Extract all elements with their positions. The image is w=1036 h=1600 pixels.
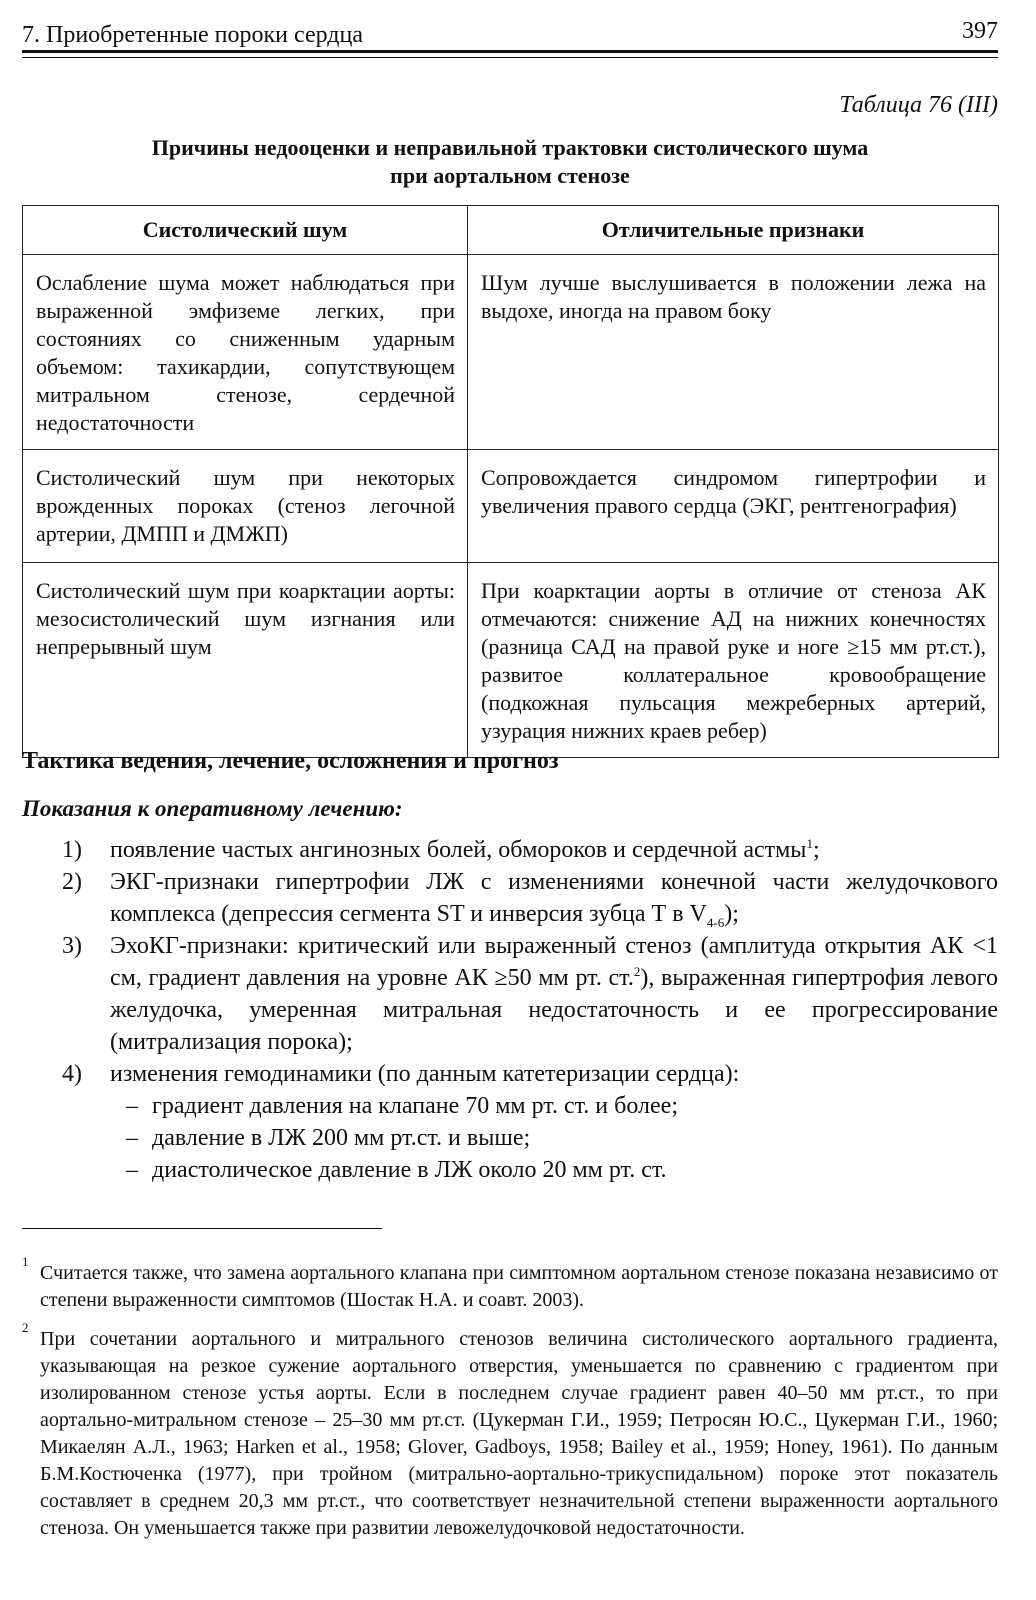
sub-list-item [22,1154,998,1186]
table-title-line2: при аортальном стенозе [390,163,630,188]
list-text-tail: ); [724,901,739,927]
footnote-text: Считается также, что замена аортального клапана при симптомном аортальном стенозе показана независимо от степени выраженности симптомов (Шостак Н.А. и соавт. 2003). [40,1262,998,1311]
list-text: изменения гемодинамики (по данным катетеризации сердца): [110,1061,740,1087]
table-row [23,563,999,758]
page-number: 397 [962,18,998,44]
dash-marker: – [126,1093,138,1119]
dash-marker: – [126,1125,138,1151]
dash-marker: – [126,1157,138,1183]
table-cell: Сопровождается синдромом гипертрофии и увеличения правого сердца (ЭКГ, рентгенография) [468,450,999,563]
chapter-title: 7. Приобретенные пороки сердца [22,22,363,48]
list-number: 2) [62,869,82,895]
list-text-tail: ), выраженная гипертрофия левого желудочка, умеренная митральная недостаточность и ее прогрессирование (митрализация порока); [110,965,998,1055]
column-header-murmur: Систолический шум [23,206,468,255]
footnote-ref: 2 [633,964,641,979]
footnote-1 [22,1254,998,1314]
footnote-mark: 2 [22,1320,29,1335]
table-cell: При коарктации аорты в отличие от стеноза АК отмечаются: снижение АД на нижних конечностях (разница САД на правой руке и ноге ≥15 мм рт.ст.), развитое коллатеральное кровообращение (подкожная пульсация межреберных артерий, узурация нижних краев ребер) [468,563,999,758]
murmur-table [22,205,999,758]
list-item [22,1058,998,1090]
sub-list-item [22,1122,998,1154]
table-label: Таблица 76 (III) [839,92,998,118]
table-cell: Систолический шум при коарктации аорты: мезосистолический шум изгнания или непрерывный шум [23,563,468,758]
list-text: ЭКГ-признаки гипертрофии ЛЖ с изменениями конечной части желудочкового комплекса (депрессия сегмента ST и инверсия зубца Т в V [110,869,998,927]
section-title: Тактика ведения, лечение, осложнения и прогноз [22,748,559,774]
footnote-2 [22,1320,998,1542]
table-title-line1: Причины недооценки и неправильной трактовки систолического шума [151,135,869,160]
header-rule-thin [22,57,998,58]
column-header-features: Отличительные признаки [468,206,999,255]
list-item [22,834,998,866]
table-cell: Ослабление шума может наблюдаться при выраженной эмфиземе легких, при состояниях со сниженным ударным объемом: тахикардии, сопутствующем митральном стенозе, сердечной недостаточности [23,255,468,450]
list-number: 3) [62,933,82,959]
list-item [22,866,998,930]
table-cell: Шум лучше выслушивается в положении лежа на выдохе, иногда на правом боку [468,255,999,450]
table-title [22,134,998,190]
indications-list [22,834,998,1186]
table-header-row [23,206,999,255]
sub-list-text: давление в ЛЖ 200 мм рт.ст. и выше; [152,1125,531,1151]
sub-list-text: градиент давления на клапане 70 мм рт. ст. и более; [152,1093,678,1119]
table-cell: Систолический шум при некоторых врожденных пороках (стеноз легочной артерии, ДМПП и ДМЖП) [23,450,468,563]
header-rule-thick [22,50,998,53]
sub-list-text: диастолическое давление в ЛЖ около 20 мм рт. ст. [152,1157,667,1183]
list-item [22,930,998,1058]
footnote-ref: 1 [806,836,813,851]
footnote-separator [22,1228,382,1229]
footnote-text: При сочетании аортального и митрального стенозов величина систолического аортального градиента, указывающая на резкое сужение аортального отверстия, уменьшается по сравнению с градиентом при изолированном стенозе устья аорты. Если в последнем случае градиент равен 40–50 мм рт.ст., то при аортально-митральном стенозе – 25–30 мм рт.ст. (Цукерман Г.И., 1959; Петросян Ю.С., Цукерман Г.И., 1960; Микаелян А.Л., 1963; Harken et al., 1958; Glover, Gadboys, 1958; Bailey et al., 1959; Honey, 1961). По данным Б.М.Костюченка (1977), при тройном (митрально-аортально-трикуспидальном) пороке этот показатель составляет в среднем 20,3 мм рт.ст., что соответствует незначительной степени выраженности аортального стеноза. Он уменьшается также при развитии левожелудочковой недостаточности. [40,1328,998,1539]
list-number: 4) [62,1061,82,1087]
table-row [23,450,999,563]
table-row [23,255,999,450]
footnote-mark: 1 [22,1254,29,1269]
sub-list-item [22,1090,998,1122]
list-text: ЭхоКГ-признаки: критический или выраженный стеноз (амплитуда открытия АК <1 см, градиент давления на уровне АК ≥50 мм рт. ст. [110,933,998,991]
list-text-tail: ; [812,837,820,863]
list-number: 1) [62,837,82,863]
lead-subscript: 4-6 [706,914,725,930]
list-text: появление частых ангинозных болей, обмороков и сердечной астмы [110,837,807,863]
running-header [22,16,998,46]
section-subtitle: Показания к оперативному лечению: [22,796,403,821]
